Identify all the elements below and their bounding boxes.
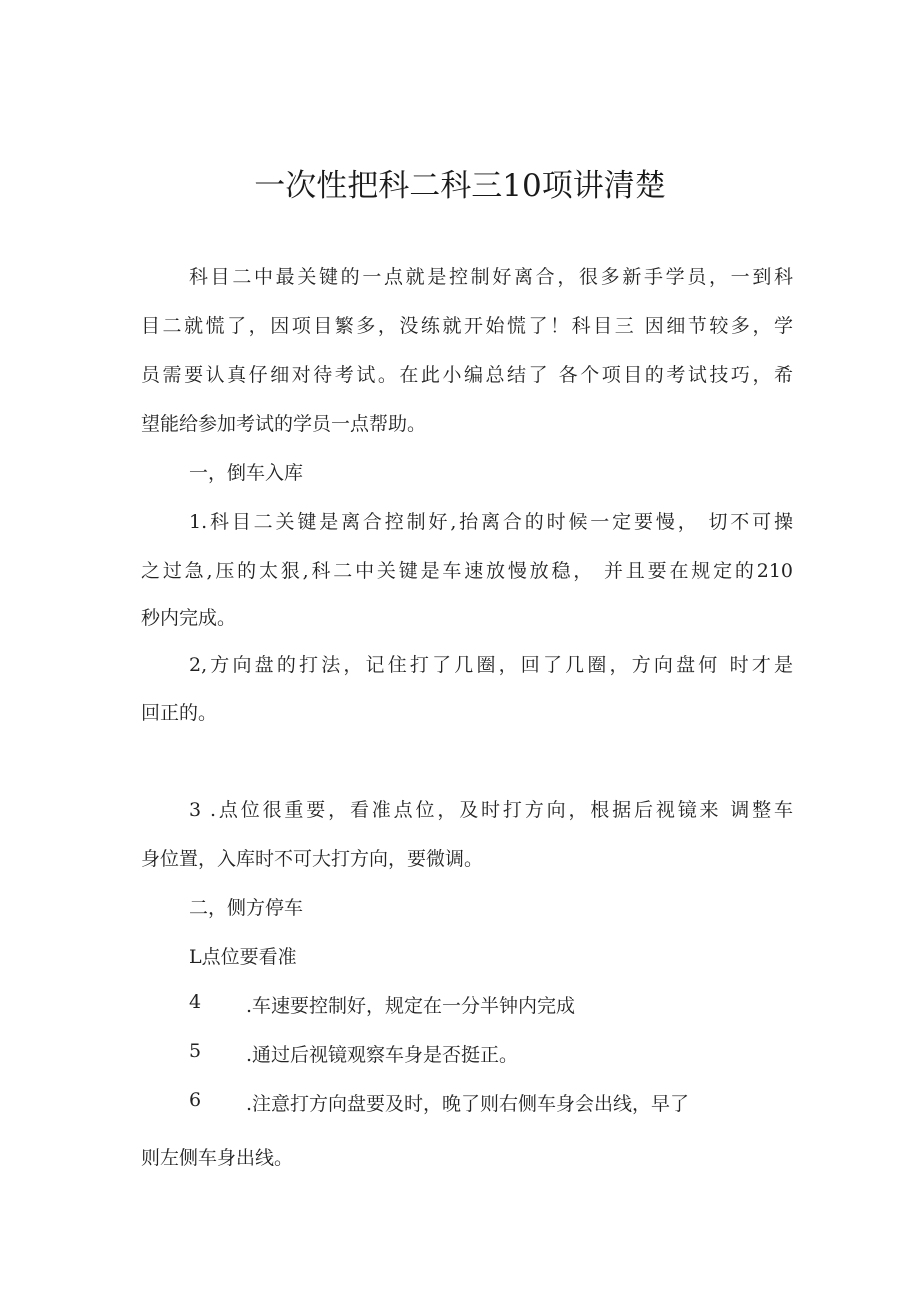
item-3-line-1: 3 .点位很重要，看准点位，及时打方向，根据后视镜来 调整车: [189, 799, 793, 821]
intro-line-2: 目二就慌了，因项目繁多，没练就开始慌了！科目三 因细节较多，学: [141, 315, 793, 337]
item-5-text: .通过后视镜观察车身是否挺正。: [246, 1044, 519, 1066]
item-6-text: .注意打方向盘要及时，晚了则右侧车身会出线，早了: [246, 1093, 690, 1115]
section-heading-side-parking: 二，侧方停车: [189, 897, 304, 919]
document-title: 一次性把科二科三10项讲清楚: [254, 168, 666, 204]
intro-line-3: 员需要认真仔细对待考试。在此小编总结了 各个项目的考试技巧，希: [141, 364, 793, 386]
item-5-number: 5: [189, 1040, 202, 1062]
item-1-line-3: 秒内完成。: [141, 607, 237, 629]
item-l-point: L点位要看准: [189, 946, 297, 968]
item-4-text: .车速要控制好，规定在一分半钟内完成: [246, 995, 576, 1017]
intro-line-4: 望能给参加考试的学员一点帮助。: [141, 413, 427, 435]
item-3-line-2: 身位置，入库时不可大打方向，要微调。: [141, 848, 484, 870]
item-6-continuation: 则左侧车身出线。: [141, 1147, 294, 1169]
item-2-line-1: 2,方向盘的打法，记住打了几圈，回了几圈，方向盘何 时才是: [189, 654, 793, 676]
item-1-line-2: 之过急,压的太狠,科二中关键是车速放慢放稳， 并且要在规定的210: [141, 560, 793, 582]
item-6-number: 6: [189, 1089, 202, 1111]
item-4-number: 4: [189, 991, 202, 1013]
intro-line-1: 科目二中最关键的一点就是控制好离合，很多新手学员，一到科: [189, 266, 793, 288]
item-1-line-1: 1.科目二关键是离合控制好,抬离合的时候一定要慢， 切不可操: [189, 511, 793, 533]
section-heading-reverse-parking: 一，倒车入库: [189, 462, 304, 484]
item-2-line-2: 回正的。: [141, 702, 218, 724]
